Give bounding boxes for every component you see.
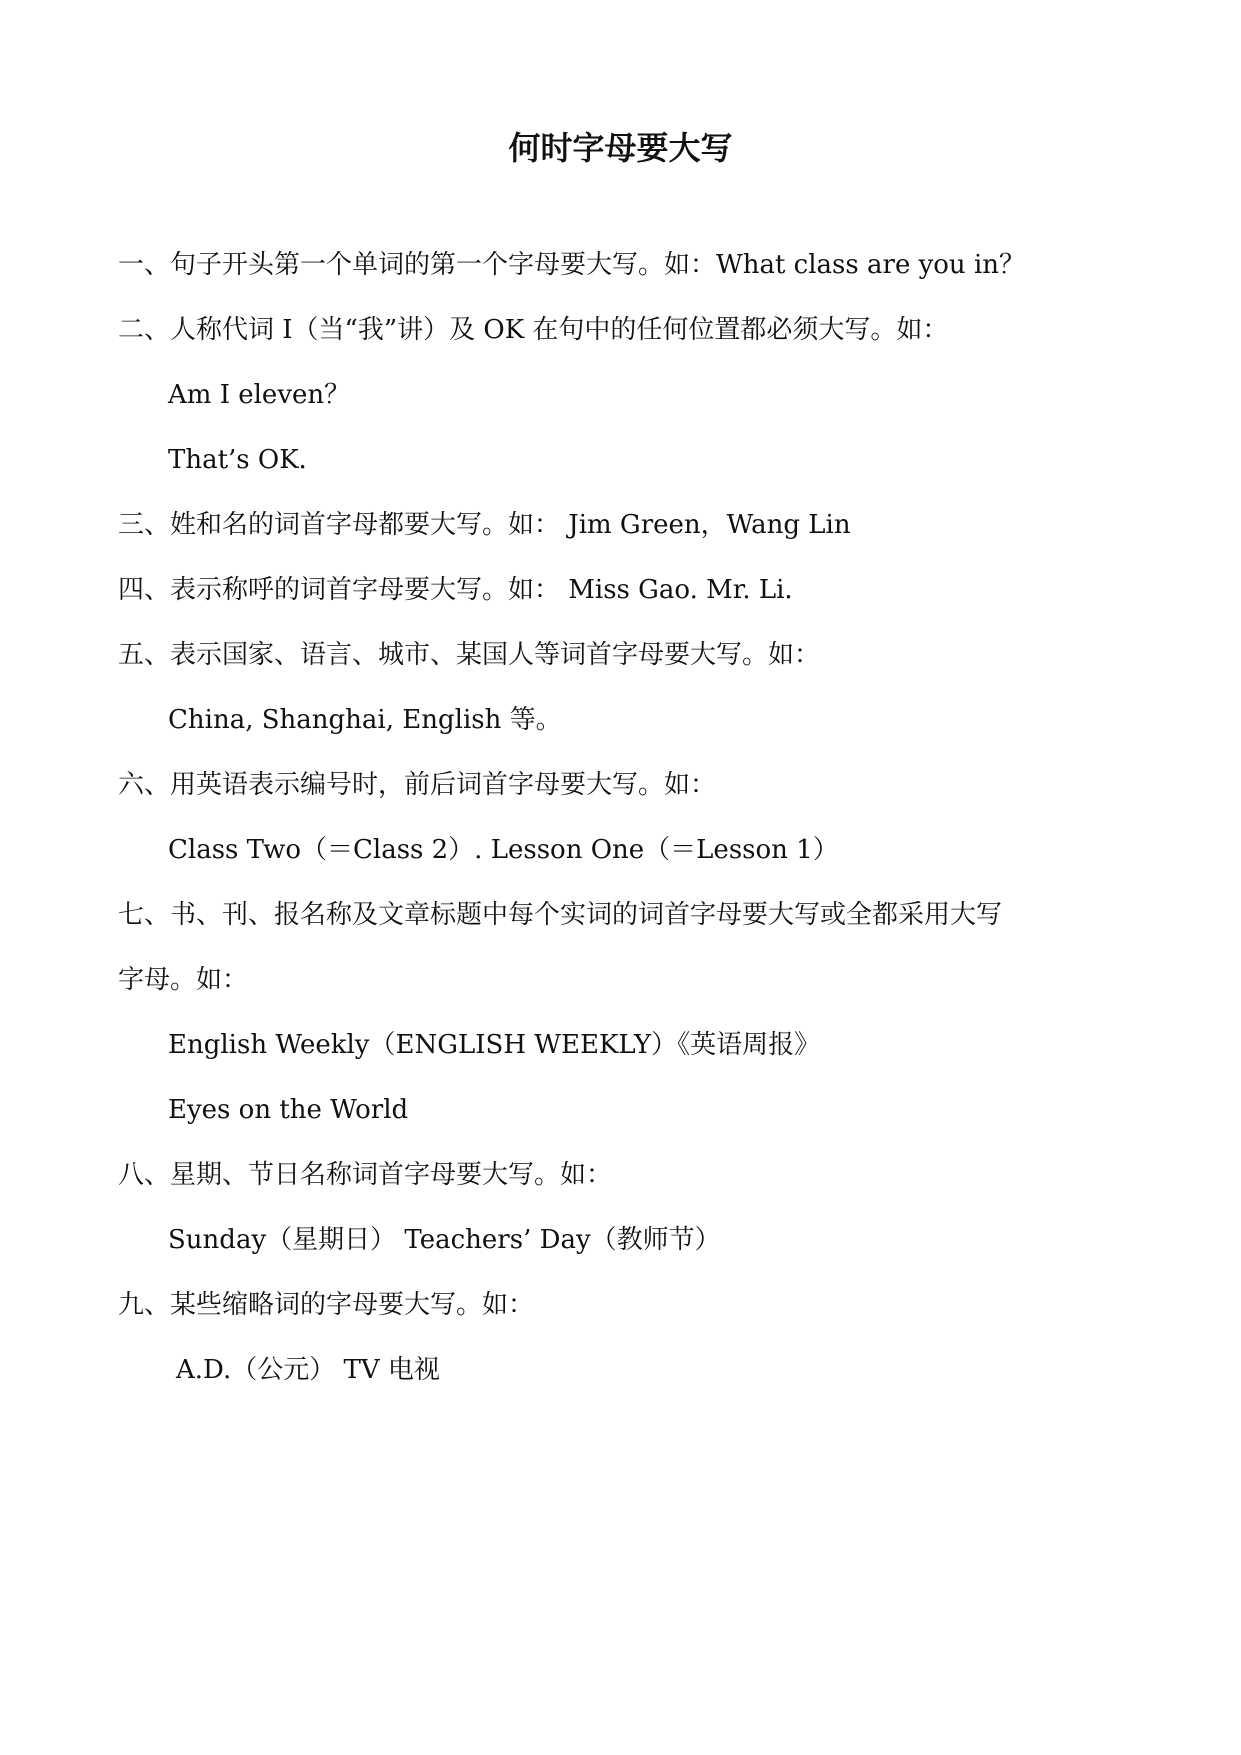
rule-6: 六、用英语表示编号时，前后词首字母要大写。如： xyxy=(118,770,717,800)
rule-3: 三、姓和名的词首字母都要大写。如： Jim Green，Wang Lin xyxy=(118,510,851,540)
rule-9-example: A.D.（公元） TV 电视 xyxy=(176,1355,440,1385)
rule-2-example-2: That’s OK． xyxy=(168,445,325,475)
rule-6-example: Class Two（＝Class 2）. Lesson One（＝Lesson 1） xyxy=(168,835,839,865)
rule-8-example: Sunday（星期日） Teachers’ Day（教师节） xyxy=(168,1225,721,1255)
rule-7-example-2: Eyes on the World xyxy=(168,1095,409,1125)
rule-9: 九、某些缩略词的字母要大写。如： xyxy=(118,1290,535,1320)
document-title: 何时字母要大写 xyxy=(508,129,733,167)
rule-4: 四、表示称呼的词首字母要大写。如： Miss Gao. Mr. Li． xyxy=(118,575,811,605)
rule-7: 七、书、刊、报名称及文章标题中每个实词的词首字母要大写或全都采用大写 xyxy=(118,900,1003,930)
rule-2-example-1: Am I eleven？ xyxy=(168,380,351,410)
rule-5: 五、表示国家、语言、城市、某国人等词首字母要大写。如： xyxy=(118,640,821,670)
rule-2: 二、人称代词 I（当“我”讲）及 OK 在句中的任何位置都必须大写。如： xyxy=(118,315,949,345)
rule-1: 一、句子开头第一个单词的第一个字母要大写。如：What class are you in？ xyxy=(118,250,1026,280)
rule-8: 八、星期、节日名称词首字母要大写。如： xyxy=(118,1160,613,1190)
rule-7-example-1: English Weekly（ENGLISH WEEKLY）《英语周报》 xyxy=(168,1030,821,1060)
rule-5-example: China, Shanghai, English 等。 xyxy=(168,705,562,735)
rule-7-continued: 字母。如： xyxy=(118,965,249,995)
